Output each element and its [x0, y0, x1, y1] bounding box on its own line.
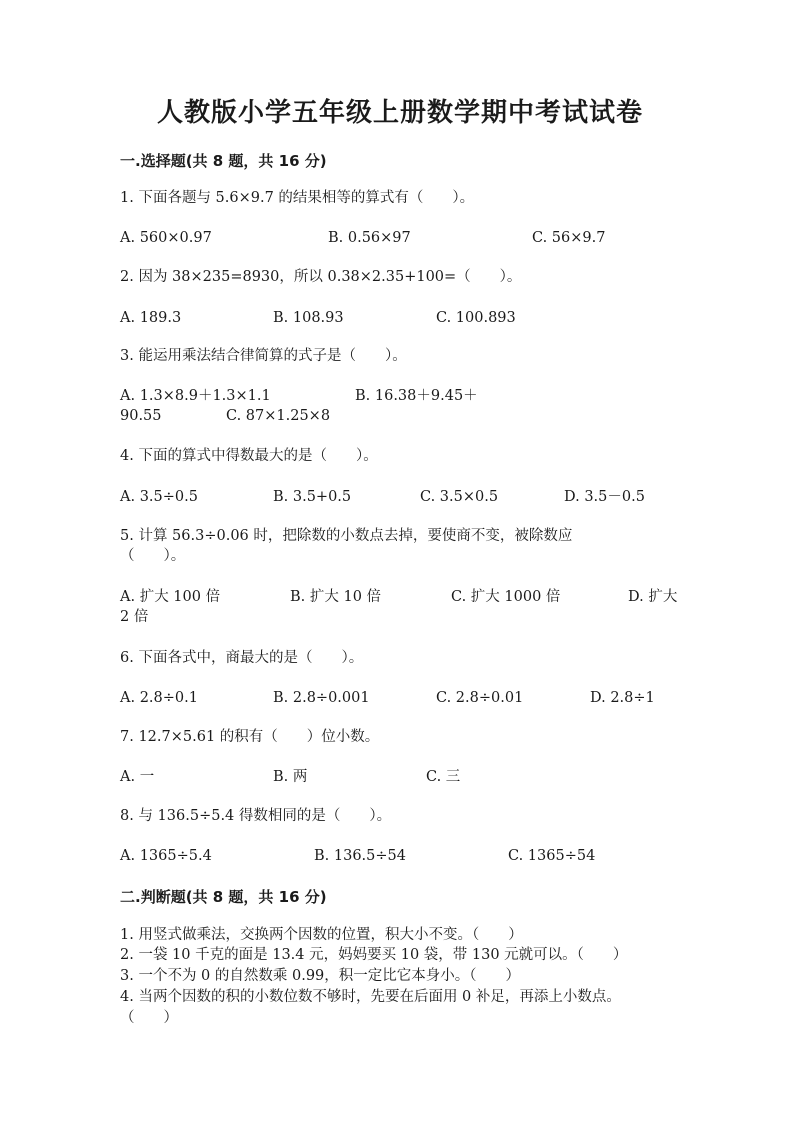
section-heading-judgement: 二.判断题(共 8 题，共 16 分) — [120, 888, 327, 906]
question-3-option-a: A. 1.3×8.9＋1.3×1.1 — [120, 388, 271, 404]
question-3-option-b: B. 16.38＋9.45＋ — [355, 388, 478, 404]
question-3-stem: 3. 能运用乘法结合律简算的式子是（ ）。 — [120, 348, 407, 364]
page-title: 人教版小学五年级上册数学期中考试试卷 — [156, 98, 643, 128]
question-2-stem: 2. 因为 38×235=8930，所以 0.38×2.35+100=（ ）。 — [120, 269, 522, 285]
judge-item-4-cont: （ ） — [120, 1010, 178, 1026]
question-7-option-a: A. 一 — [120, 769, 155, 785]
question-6-stem: 6. 下面各式中，商最大的是（ ）。 — [120, 650, 364, 666]
question-3-option-c: C. 87×1.25×8 — [226, 408, 331, 424]
question-5-option-a: A. 扩大 100 倍 — [120, 589, 221, 605]
question-4-option-d: D. 3.5－0.5 — [564, 489, 645, 505]
question-1-option-c: C. 56×9.7 — [532, 230, 606, 246]
question-8-option-c: C. 1365÷54 — [508, 848, 596, 864]
question-7-option-b: B. 两 — [273, 769, 308, 785]
judge-item-4: 4. 当两个因数的积的小数位数不够时，先要在后面用 0 补足，再添上小数点。 — [120, 989, 621, 1005]
question-3-option-b-cont: 90.55 — [120, 408, 162, 424]
question-4-stem: 4. 下面的算式中得数最大的是（ ）。 — [120, 448, 378, 464]
question-1-stem: 1. 下面各题与 5.6×9.7 的结果相等的算式有（ ）。 — [120, 190, 475, 206]
section-heading-choice: 一.选择题(共 8 题，共 16 分) — [120, 152, 327, 170]
question-1-option-b: B. 0.56×97 — [328, 230, 411, 246]
judge-item-1: 1. 用竖式做乘法，交换两个因数的位置，积大小不变。（ ） — [120, 927, 523, 943]
question-4-option-b: B. 3.5+0.5 — [273, 489, 352, 505]
question-5-option-b: B. 扩大 10 倍 — [290, 589, 382, 605]
question-7-option-c: C. 三 — [426, 769, 461, 785]
question-6-option-a: A. 2.8÷0.1 — [120, 690, 198, 706]
question-8-option-b: B. 136.5÷54 — [314, 848, 406, 864]
question-8-stem: 8. 与 136.5÷5.4 得数相同的是（ ）。 — [120, 808, 392, 824]
question-5-option-d: D. 扩大 — [628, 589, 678, 605]
question-7-stem: 7. 12.7×5.61 的积有（ ）位小数。 — [120, 729, 380, 745]
question-6-option-c: C. 2.8÷0.01 — [436, 690, 524, 706]
question-5-stem: 5. 计算 56.3÷0.06 时，把除数的小数点去掉，要使商不变，被除数应 — [120, 528, 573, 544]
question-5-option-d-cont: 2 倍 — [120, 609, 149, 625]
judge-item-3: 3. 一个不为 0 的自然数乘 0.99，积一定比它本身小。（ ） — [120, 968, 521, 984]
question-2-option-b: B. 108.93 — [273, 310, 344, 326]
question-2-option-c: C. 100.893 — [436, 310, 516, 326]
question-5-stem-cont: （ ）。 — [120, 548, 186, 564]
question-5-option-c: C. 扩大 1000 倍 — [451, 589, 561, 605]
question-2-option-a: A. 189.3 — [120, 310, 182, 326]
question-4-option-a: A. 3.5÷0.5 — [120, 489, 198, 505]
judge-item-2: 2. 一袋 10 千克的面是 13.4 元，妈妈要买 10 袋，带 130 元就可以。（ ） — [120, 947, 628, 963]
question-6-option-b: B. 2.8÷0.001 — [273, 690, 370, 706]
question-4-option-c: C. 3.5×0.5 — [420, 489, 499, 505]
question-1-option-a: A. 560×0.97 — [120, 230, 212, 246]
question-8-option-a: A. 1365÷5.4 — [120, 848, 212, 864]
question-6-option-d: D. 2.8÷1 — [590, 690, 655, 706]
